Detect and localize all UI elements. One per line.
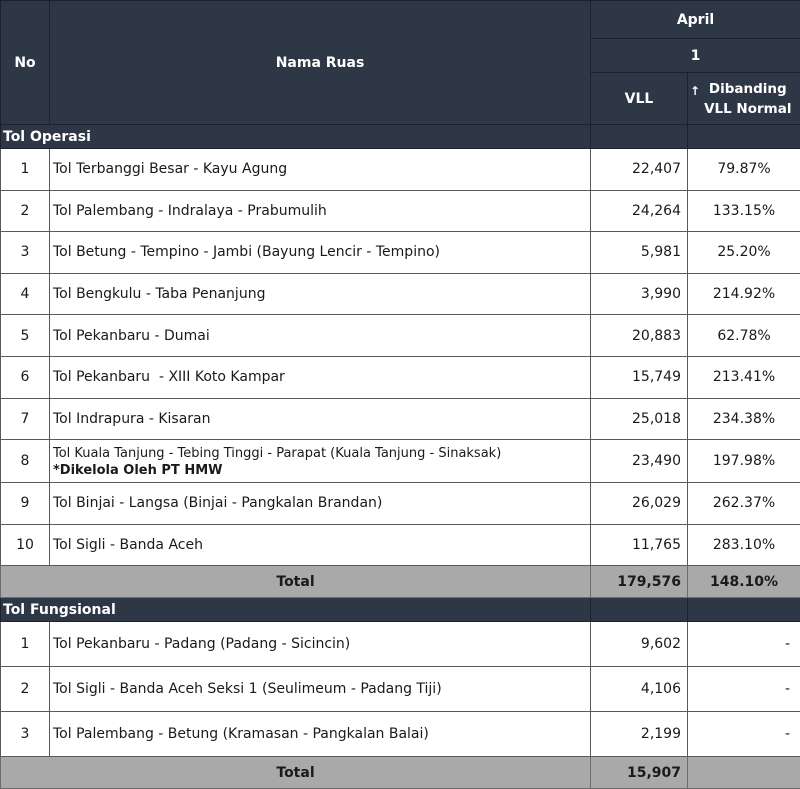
table-row [1,483,800,525]
row-no: 4 [1,273,50,315]
row-pct: - [688,622,800,667]
row-pct: 213.41% [688,356,800,398]
row-pct: 197.98% [688,440,800,483]
total-row [1,757,800,789]
row-no: 10 [1,524,50,566]
row-name: Tol Terbanggi Besar - Kayu Agung [50,149,591,191]
table-header [1,1,800,125]
table-row [1,232,800,274]
row-vll: 20,883 [591,315,688,357]
row-pct: 283.10% [688,524,800,566]
row-name: Tol Palembang - Betung (Kramasan - Pangkalan Balai) [50,712,591,757]
table-row [1,356,800,398]
table-row [1,622,800,667]
row-no: 1 [1,622,50,667]
row-pct: 214.92% [688,273,800,315]
table-row [1,667,800,712]
row-pct: 62.78% [688,315,800,357]
row-vll: 5,981 [591,232,688,274]
row-name: Tol Binjai - Langsa (Binjai - Pangkalan Brandan) [50,483,591,525]
row-vll: 25,018 [591,398,688,440]
row-vll: 9,602 [591,622,688,667]
row-vll: 4,106 [591,667,688,712]
section-fungsional [1,598,800,789]
row-no: 1 [1,149,50,191]
row-no: 7 [1,398,50,440]
header-month: April [591,1,800,39]
table-row [1,712,800,757]
table-row [1,440,800,483]
row-name: Tol Pekanbaru - XIII Koto Kampar [50,356,591,398]
row-name: Tol Pekanbaru - Padang (Padang - Sicincin) [50,622,591,667]
table-row [1,398,800,440]
row-vll: 2,199 [591,712,688,757]
total-label: Total [1,566,591,598]
row-no: 2 [1,190,50,232]
table-row [1,190,800,232]
header-vll: VLL [591,73,688,125]
header-compare-line1: Dibanding [709,81,787,97]
table-row [1,315,800,357]
row-vll: 24,264 [591,190,688,232]
row-name: Tol Sigli - Banda Aceh Seksi 1 (Seulimeum - Padang Tiji) [50,667,591,712]
row-note: *Dikelola Oleh PT HMW [53,463,222,478]
section-operasi [1,125,800,598]
row-vll: 22,407 [591,149,688,191]
row-no: 5 [1,315,50,357]
row-no: 3 [1,712,50,757]
row-pct: 25.20% [688,232,800,274]
row-name: Tol Indrapura - Kisaran [50,398,591,440]
row-name: Tol Bengkulu - Taba Penanjung [50,273,591,315]
row-vll: 23,490 [591,440,688,483]
total-vll: 15,907 [591,757,688,789]
row-name: Tol Sigli - Banda Aceh [50,524,591,566]
row-vll: 15,749 [591,356,688,398]
row-pct: - [688,667,800,712]
table-row [1,149,800,191]
row-name: Tol Palembang - Indralaya - Prabumulih [50,190,591,232]
row-name: Tol Betung - Tempino - Jambi (Bayung Lencir - Tempino) [50,232,591,274]
row-name: Tol Kuala Tanjung - Tebing Tinggi - Parapat (Kuala Tanjung - Sinaksak) [53,445,590,462]
arrow-up-icon: ↑ [690,81,700,101]
section-title: Tol Fungsional [1,598,591,622]
row-pct: - [688,712,800,757]
header-compare [688,73,800,125]
row-name: Tol Pekanbaru - Dumai [50,315,591,357]
row-no: 2 [1,667,50,712]
row-no: 3 [1,232,50,274]
section-title: Tol Operasi [1,125,591,149]
header-compare-line2: VLL Normal [704,101,791,117]
total-row [1,566,800,598]
row-no: 6 [1,356,50,398]
row-name-block [50,440,591,483]
row-pct: 234.38% [688,398,800,440]
total-pct [688,757,800,789]
row-pct: 79.87% [688,149,800,191]
row-vll: 26,029 [591,483,688,525]
row-vll: 3,990 [591,273,688,315]
total-pct: 148.10% [688,566,800,598]
table-row [1,273,800,315]
header-no: No [1,1,50,125]
row-pct: 133.15% [688,190,800,232]
header-day: 1 [591,39,800,73]
row-no: 9 [1,483,50,525]
header-name: Nama Ruas [50,1,591,125]
table-row [1,524,800,566]
total-vll: 179,576 [591,566,688,598]
total-label: Total [1,757,591,789]
row-no: 8 [1,440,50,483]
row-pct: 262.37% [688,483,800,525]
row-vll: 11,765 [591,524,688,566]
